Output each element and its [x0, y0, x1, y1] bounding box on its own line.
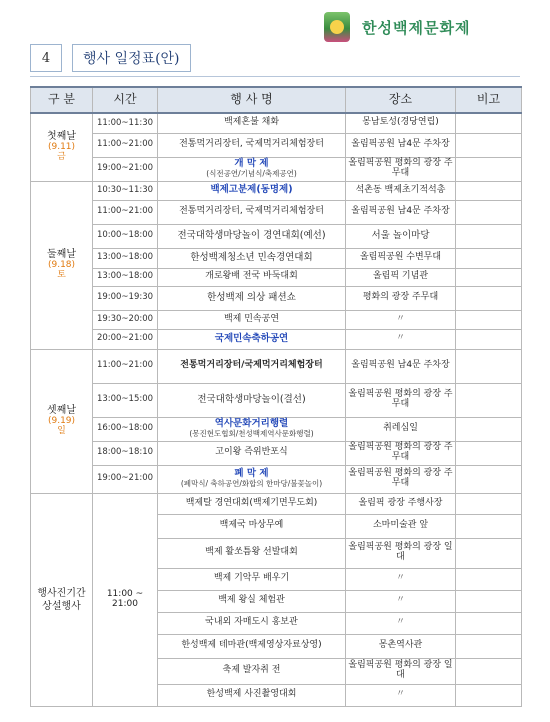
- period-time-cell: [93, 493, 158, 706]
- remarks-cell: [456, 493, 522, 514]
- day3-cell: [31, 349, 93, 493]
- place-cell: 올림픽공원 남4문 주차장: [346, 349, 456, 383]
- remarks-cell: [456, 310, 522, 329]
- remarks-cell: [456, 465, 522, 493]
- place-cell: 올림픽공원 수변무대: [346, 248, 456, 268]
- event-cell: [158, 157, 346, 181]
- time-cell: 11:00~21:00: [93, 200, 158, 224]
- time-cell: 19:00~19:30: [93, 286, 158, 310]
- header-division: 구 분: [31, 87, 93, 113]
- event-cell: 한성백제 의상 패션쇼: [158, 286, 346, 310]
- place-cell: 올림픽공원 평화의 광장 주무대: [346, 383, 456, 417]
- time-cell: 11:00~11:30: [93, 113, 158, 133]
- festival-logo: [324, 10, 470, 44]
- remarks-cell: [456, 612, 522, 634]
- event-cell: 백제 기악무 배우기: [158, 568, 346, 590]
- time-cell: 19:30~20:00: [93, 310, 158, 329]
- place-cell: 몽남토성(경당연립): [346, 113, 456, 133]
- place-cell: 서울 놀이마당: [346, 224, 456, 248]
- place-cell: 올림픽공원 남4문 주차장: [346, 133, 456, 157]
- time-cell: 11:00~21:00: [93, 133, 158, 157]
- table-row: [31, 286, 522, 310]
- event-cell: 백제 활쏘틈왕 선발대회: [158, 538, 346, 568]
- remarks-cell: [456, 514, 522, 538]
- time-cell: 11:00~21:00: [93, 349, 158, 383]
- period-time-start: 11:00 ~: [106, 588, 144, 599]
- event-cell: 전국대학생마당놀이(결선): [158, 383, 346, 417]
- logo-text: 한성백제문화제: [362, 18, 471, 37]
- table-row: [31, 113, 522, 133]
- event-cell: 백제탈 경연대회(백제기면무도회): [158, 493, 346, 514]
- time-cell: 20:00~21:00: [93, 329, 158, 349]
- header-divider: [30, 76, 520, 77]
- day-label: 둘째날: [47, 249, 76, 261]
- day-weekday: 금: [57, 152, 66, 163]
- place-cell: 올림픽공원 평화의 광장 주무대: [346, 441, 456, 465]
- remarks-cell: [456, 417, 522, 441]
- place-cell: 올림픽공원 평화의 광장 주무대: [346, 157, 456, 181]
- place-cell: 평화의 광장 주무대: [346, 286, 456, 310]
- remarks-cell: [456, 268, 522, 286]
- period-label: 행사진기간: [37, 587, 86, 599]
- period-time-end: 21:00: [112, 598, 138, 609]
- event-cell: [158, 417, 346, 441]
- event-cell: 고이왕 즉위반포식: [158, 441, 346, 465]
- table-row: [31, 181, 522, 200]
- event-cell: 국내외 자매도시 홍보관: [158, 612, 346, 634]
- event-cell: 전통먹거리장터, 국제먹거리체험장터: [158, 200, 346, 224]
- event-cell: 축제 발자취 전: [158, 658, 346, 684]
- event-cell: 백제국 마상무예: [158, 514, 346, 538]
- place-cell: 〃: [346, 612, 456, 634]
- remarks-cell: [456, 590, 522, 612]
- place-cell: 올림픽공원 평화의 광장 일대: [346, 538, 456, 568]
- remarks-cell: [456, 634, 522, 658]
- remarks-cell: [456, 200, 522, 224]
- event-cell: 한성백제청소년 민속경연대회: [158, 248, 346, 268]
- table-row: [31, 310, 522, 329]
- remarks-cell: [456, 224, 522, 248]
- remarks-cell: [456, 568, 522, 590]
- place-cell: 〃: [346, 568, 456, 590]
- event-cell: 백제 왕실 체험관: [158, 590, 346, 612]
- table-row: [31, 200, 522, 224]
- section-title: 행사 일정표(안): [72, 44, 191, 72]
- time-cell: 13:00~18:00: [93, 268, 158, 286]
- event-title: 백제고분제(동명제): [210, 184, 293, 196]
- remarks-cell: [456, 349, 522, 383]
- place-cell: 〃: [346, 329, 456, 349]
- event-cell: 백제 민속공연: [158, 310, 346, 329]
- day-weekday: 일: [57, 426, 66, 436]
- event-cell: 한성백제 사진촬영대회: [158, 684, 346, 706]
- place-cell: 〃: [346, 684, 456, 706]
- time-cell: 13:00~18:00: [93, 248, 158, 268]
- table-row: [31, 133, 522, 157]
- period-cell: [31, 493, 93, 706]
- remarks-cell: [456, 157, 522, 181]
- table-row: [31, 493, 522, 514]
- event-schedule-table: [30, 86, 522, 707]
- time-cell: 19:00~21:00: [93, 465, 158, 493]
- day-date: (9.18): [47, 260, 76, 271]
- event-cell: 백제혼불 채화: [158, 113, 346, 133]
- place-cell: 올림픽공원 평화의 광장 주무대: [346, 465, 456, 493]
- remarks-cell: [456, 329, 522, 349]
- festival-emblem-icon: [324, 12, 350, 42]
- event-cell: 개로왕배 전국 바둑대회: [158, 268, 346, 286]
- section-header: [30, 44, 191, 72]
- table-header-row: [31, 87, 522, 113]
- remarks-cell: [456, 286, 522, 310]
- place-cell: 석촌동 백제초기적석총: [346, 181, 456, 200]
- day-label: 셋째날: [47, 405, 76, 417]
- event-cell: [158, 329, 346, 349]
- table-row: [31, 417, 522, 441]
- day-weekday: 토: [57, 270, 66, 280]
- table-row: [31, 157, 522, 181]
- place-cell: 소마미술관 앞: [346, 514, 456, 538]
- remarks-cell: [456, 658, 522, 684]
- remarks-cell: [456, 383, 522, 417]
- place-cell: 〃: [346, 590, 456, 612]
- place-cell: 올림픽 기념관: [346, 268, 456, 286]
- time-cell: 10:30~11:30: [93, 181, 158, 200]
- event-title: 국제민속축하공연: [214, 332, 289, 344]
- place-cell: 올림픽공원 평화의 광장 일대: [346, 658, 456, 684]
- section-number: 4: [30, 44, 62, 72]
- remarks-cell: [456, 538, 522, 568]
- remarks-cell: [456, 441, 522, 465]
- event-title: 역사문화거리행렬: [214, 418, 289, 430]
- event-cell: 전국대학생마당놀이 경연대회(예선): [158, 224, 346, 248]
- table-row: [31, 268, 522, 286]
- place-cell: 〃: [346, 310, 456, 329]
- remarks-cell: [456, 133, 522, 157]
- event-subtitle: (폐막식/ 축하공연/화합의 한마당/불꽃놀이): [180, 479, 323, 489]
- time-cell: 16:00~18:00: [93, 417, 158, 441]
- event-cell: 한성백제 테마관(백제영상자료상영): [158, 634, 346, 658]
- place-cell: 몽촌역사관: [346, 634, 456, 658]
- day2-cell: [31, 181, 93, 349]
- event-cell: 전통먹거리장터/국제먹거리체험장터: [158, 349, 346, 383]
- remarks-cell: [456, 113, 522, 133]
- remarks-cell: [456, 181, 522, 200]
- table-row: [31, 329, 522, 349]
- day-date: (9.19): [47, 416, 76, 427]
- table-row: [31, 224, 522, 248]
- event-cell: [158, 181, 346, 200]
- table-row: [31, 465, 522, 493]
- period-sublabel: 상설행사: [42, 600, 81, 612]
- place-cell: 올림픽 광장 주행사장: [346, 493, 456, 514]
- remarks-cell: [456, 248, 522, 268]
- event-title: 폐 막 제: [234, 468, 269, 480]
- day-label: 첫째날: [47, 131, 76, 143]
- header-time: 시간: [93, 87, 158, 113]
- event-subtitle: (몽진현도협회/천성백제역사문화행렬): [189, 429, 314, 439]
- place-cell: 올림픽공원 남4문 주차장: [346, 200, 456, 224]
- time-cell: 10:00~18:00: [93, 224, 158, 248]
- header-place: 장소: [346, 87, 456, 113]
- event-cell: 전통먹거리장터, 국제먹거리체험장터: [158, 133, 346, 157]
- table-row: [31, 441, 522, 465]
- table-row: [31, 248, 522, 268]
- day-date: (9.11): [47, 142, 76, 153]
- place-cell: 취레심일: [346, 417, 456, 441]
- table-row: [31, 383, 522, 417]
- remarks-cell: [456, 684, 522, 706]
- time-cell: 13:00~15:00: [93, 383, 158, 417]
- time-cell: 19:00~21:00: [93, 157, 158, 181]
- time-cell: 18:00~18:10: [93, 441, 158, 465]
- header-remarks: 비고: [456, 87, 522, 113]
- event-subtitle: (식전공연/기념식/축제공연): [206, 169, 297, 179]
- table-row: [31, 349, 522, 383]
- day1-cell: [31, 113, 93, 181]
- header-event-name: 행 사 명: [158, 87, 346, 113]
- event-title: 개 막 제: [234, 158, 269, 170]
- event-cell: [158, 465, 346, 493]
